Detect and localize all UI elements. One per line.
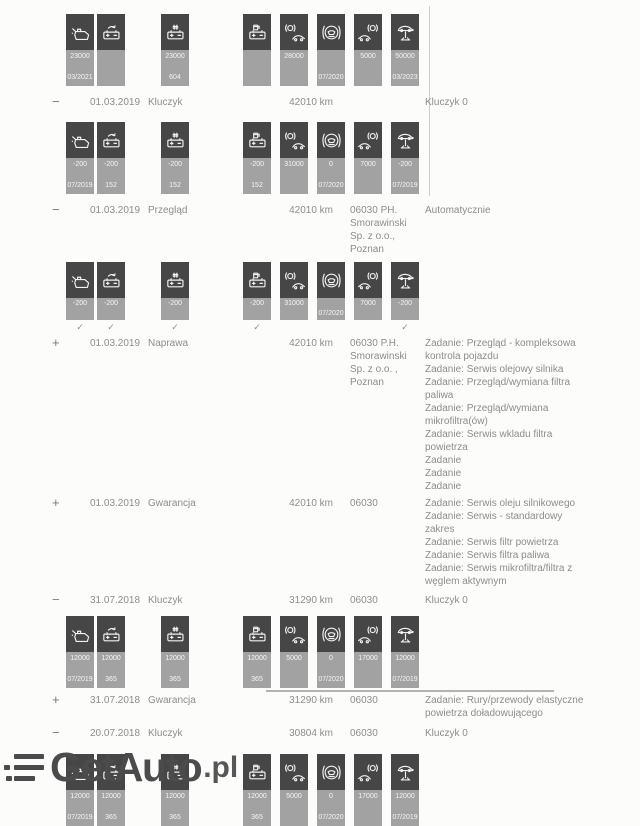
tile-value — [243, 53, 271, 61]
watermark-suffix: .pl — [203, 750, 239, 784]
tile-date: 365 — [169, 814, 181, 821]
service-indicator-strip — [0, 616, 419, 688]
tile-date — [97, 74, 125, 82]
tile-date — [354, 814, 382, 822]
checkmark-icon: ✓ — [253, 322, 261, 332]
service-tile — [354, 262, 382, 335]
tile-date: 365 — [169, 676, 181, 683]
service-tile — [97, 122, 125, 194]
brake-pads-front-icon — [280, 616, 308, 652]
service-tile — [354, 14, 382, 86]
tile-date: 03/2021 — [67, 74, 93, 81]
service-tile — [161, 14, 189, 86]
brake-fluid-icon — [317, 262, 345, 298]
dealer-info — [335, 96, 425, 109]
service-tile — [317, 122, 345, 194]
service-tile — [97, 262, 125, 335]
tile-values — [391, 790, 419, 826]
brake-fluid-icon — [317, 754, 345, 790]
tile-value: 17000 — [358, 793, 378, 800]
tile-values — [66, 652, 94, 688]
dealer-info — [335, 204, 425, 256]
tile-value: -200 — [167, 161, 182, 168]
record-mileage: 30804 km — [289, 728, 333, 739]
engine-oil-icon — [66, 262, 94, 298]
service-tile — [280, 14, 308, 86]
tile-value: -200 — [249, 300, 264, 307]
tile-value: 12000 — [165, 793, 185, 800]
dealer-info — [335, 594, 425, 607]
note-line: Zadanie: Serwis filtr powietrza — [425, 537, 559, 548]
record-date: 20.07.2018 — [90, 728, 141, 739]
dealer-info — [335, 497, 425, 588]
service-record-row — [0, 497, 640, 588]
tile-date — [354, 676, 382, 684]
fuel-filter-icon — [243, 262, 271, 298]
brake-fluid-icon — [317, 14, 345, 50]
record-mileage: 31290 km — [289, 695, 333, 706]
tile-value: -200 — [397, 300, 412, 307]
tile-date — [243, 310, 271, 318]
brake-fluid-icon — [317, 122, 345, 158]
record-date: 01.03.2019 — [90, 498, 141, 509]
tile-value: 0 — [329, 793, 333, 800]
tile-date: 152 — [169, 182, 181, 189]
tile-value: 5000 — [286, 655, 302, 662]
tile-values — [280, 790, 308, 826]
tile-values — [66, 50, 94, 86]
tile-value: 12000 — [395, 793, 415, 800]
tile-date: 07/2019 — [392, 182, 418, 189]
tile-date: 604 — [169, 74, 181, 81]
tile-value: -200 — [103, 300, 118, 307]
note-line: Zadanie: Przegląd/wymiana filtra paliwa — [425, 377, 571, 401]
tile-values — [317, 298, 345, 320]
dealer-line: 06030 — [350, 728, 378, 739]
vehicle-lift-icon — [391, 616, 419, 652]
tile-date — [280, 182, 308, 190]
service-tile — [354, 616, 382, 688]
tile-values — [243, 158, 271, 194]
service-tile — [243, 262, 271, 335]
tile-values — [317, 50, 345, 86]
tile-values — [161, 652, 189, 688]
record-notes — [425, 594, 585, 607]
tile-values — [317, 790, 345, 826]
tile-value — [97, 53, 125, 61]
note-line: Kluczyk 0 — [425, 595, 468, 606]
tile-values — [280, 158, 308, 194]
brake-pads-rear-icon — [354, 262, 382, 298]
record-date: 01.03.2019 — [90, 205, 141, 216]
dealer-line: 06030 P.H. — [350, 338, 399, 349]
service-record-row — [0, 727, 640, 740]
dealer-line: Smorawinski — [350, 351, 407, 362]
tile-date — [280, 74, 308, 82]
record-mileage: 42010 km — [289, 498, 333, 509]
tile-date: 365 — [105, 814, 117, 821]
tile-date: 07/2019 — [67, 676, 93, 683]
battery-arrow-icon — [97, 262, 125, 298]
tile-values — [391, 298, 419, 320]
dealer-line: Poznan — [350, 377, 384, 388]
service-record-row — [0, 96, 640, 109]
note-line: Zadanie: Przegląd - kompleksowa kontrola pojazdu — [425, 338, 576, 362]
tile-value: -200 — [72, 161, 87, 168]
tile-value: 12000 — [247, 793, 267, 800]
tile-date: 152 — [105, 182, 117, 189]
brake-pads-front-icon — [280, 122, 308, 158]
getauto-logo-icon — [2, 751, 50, 785]
tile-date: 365 — [105, 676, 117, 683]
tile-value: 28000 — [284, 53, 304, 60]
expand-toggle[interactable]: − — [52, 592, 60, 607]
vehicle-lift-icon — [391, 122, 419, 158]
note-line: Zadanie: Rury/przewody elastyczne powietrza doładowującego — [425, 695, 584, 719]
tile-values — [97, 298, 125, 320]
tile-values — [354, 298, 382, 320]
vehicle-lift-icon — [391, 262, 419, 298]
dealer-line: Smorawinski — [350, 218, 407, 229]
tile-value: 5000 — [286, 793, 302, 800]
tile-date — [243, 74, 271, 82]
record-type: Kluczyk — [148, 728, 183, 739]
tile-values — [280, 652, 308, 688]
tile-values — [66, 790, 94, 826]
dealer-line: 06030 — [350, 498, 378, 509]
vehicle-lift-icon — [391, 754, 419, 790]
tile-values — [161, 50, 189, 86]
tile-values — [317, 652, 345, 688]
note-line: Kluczyk 0 — [425, 97, 468, 108]
service-tile — [66, 262, 94, 335]
service-tile — [280, 754, 308, 826]
service-tile — [317, 14, 345, 86]
service-tile — [391, 122, 419, 194]
tile-values — [243, 50, 271, 86]
service-tile — [280, 262, 308, 335]
tile-values — [97, 790, 125, 826]
tile-date: 07/2019 — [392, 814, 418, 821]
tile-value — [317, 53, 345, 61]
service-tile — [391, 754, 419, 826]
record-type: Gwarancja — [148, 695, 196, 706]
tile-date: 07/2020 — [318, 310, 344, 317]
service-tile — [354, 122, 382, 194]
service-tile — [66, 122, 94, 194]
tile-date — [280, 310, 308, 318]
service-tile — [317, 616, 345, 688]
service-tile — [243, 122, 271, 194]
service-tile — [354, 754, 382, 826]
service-tile — [97, 616, 125, 688]
dealer-info — [335, 337, 425, 493]
tile-date — [97, 310, 125, 318]
fuel-filter-icon — [243, 14, 271, 50]
brake-pads-rear-icon — [354, 754, 382, 790]
tile-value: 31000 — [284, 161, 304, 168]
tile-value: 7000 — [360, 161, 376, 168]
tile-date: 365 — [251, 676, 263, 683]
expand-toggle[interactable]: + — [52, 495, 60, 510]
expand-toggle[interactable]: − — [52, 202, 60, 217]
record-notes — [425, 497, 585, 588]
dealer-line: 06030 — [350, 695, 378, 706]
tile-value — [317, 300, 345, 308]
tile-value: 12000 — [101, 655, 121, 662]
tile-value: 31000 — [284, 300, 304, 307]
tile-value: 5000 — [360, 53, 376, 60]
record-mileage: 42010 km — [289, 205, 333, 216]
service-tile — [317, 262, 345, 335]
tile-values — [280, 50, 308, 86]
tile-value: 12000 — [247, 655, 267, 662]
engine-oil-icon — [66, 616, 94, 652]
tile-value: 12000 — [165, 655, 185, 662]
tile-date: 07/2019 — [67, 182, 93, 189]
service-tile — [280, 616, 308, 688]
tile-value: 23000 — [70, 53, 90, 60]
tile-date — [391, 310, 419, 318]
tile-value: -200 — [103, 161, 118, 168]
tile-date: 07/2020 — [318, 182, 344, 189]
record-type: Naprawa — [148, 338, 189, 349]
service-record-row — [0, 337, 640, 493]
tile-date — [354, 74, 382, 82]
record-mileage: 42010 km — [289, 338, 333, 349]
service-tile — [243, 754, 271, 826]
dealer-line: Sp. z o.o., — [350, 231, 396, 242]
tile-value: -200 — [249, 161, 264, 168]
record-date: 31.07.2018 — [90, 695, 141, 706]
tile-value: -200 — [397, 161, 412, 168]
tile-value: 50000 — [395, 53, 415, 60]
engine-oil-icon — [66, 122, 94, 158]
dealer-line: 06030 PH. — [350, 205, 398, 216]
record-notes — [425, 337, 585, 493]
service-tile — [161, 616, 189, 688]
dealer-line: Sp. z o.o. , — [350, 364, 398, 375]
note-line: Zadanie: Serwis wkladu filtra powietrza — [425, 429, 553, 453]
service-tile — [66, 14, 94, 86]
service-tile — [66, 616, 94, 688]
tile-date — [66, 310, 94, 318]
expand-toggle[interactable]: + — [52, 335, 60, 350]
tile-values — [243, 652, 271, 688]
record-date: 01.03.2019 — [90, 338, 141, 349]
record-date: 01.03.2019 — [90, 97, 141, 108]
dealer-line: 06030 — [350, 595, 378, 606]
record-notes — [425, 727, 585, 740]
tile-values — [161, 158, 189, 194]
tile-values — [66, 298, 94, 320]
tile-date: 07/2020 — [318, 676, 344, 683]
record-notes — [425, 204, 585, 256]
checkmark-icon: ✓ — [107, 322, 115, 332]
service-indicator-strip — [0, 262, 419, 335]
tile-date — [161, 310, 189, 318]
tile-values — [66, 158, 94, 194]
checkmark-icon: ✓ — [401, 322, 409, 332]
tile-values — [161, 790, 189, 826]
note-line: Zadanie — [425, 468, 462, 479]
expand-toggle[interactable]: + — [52, 692, 60, 707]
battery-arrow-icon — [97, 122, 125, 158]
fuel-filter-icon — [243, 754, 271, 790]
record-mileage: 31290 km — [289, 595, 333, 606]
tile-value: -200 — [167, 300, 182, 307]
service-tile — [391, 262, 419, 335]
brake-pads-rear-icon — [354, 122, 382, 158]
tile-values — [354, 652, 382, 688]
note-line: Zadanie — [425, 481, 462, 492]
tile-date: 152 — [251, 182, 263, 189]
note-line: Zadanie: Serwis filtra paliwa — [425, 550, 550, 561]
service-indicator-strip — [0, 122, 419, 194]
tile-values — [354, 158, 382, 194]
tile-date — [354, 182, 382, 190]
tile-value: 17000 — [358, 655, 378, 662]
tile-values — [161, 298, 189, 320]
tile-values — [280, 298, 308, 320]
battery-hash-icon — [161, 122, 189, 158]
service-tile — [280, 122, 308, 194]
service-record-row — [0, 694, 640, 720]
tile-value: 12000 — [395, 655, 415, 662]
tile-value: 12000 — [70, 655, 90, 662]
tile-value: -200 — [72, 300, 87, 307]
record-type: Przegląd — [148, 205, 188, 216]
note-line: Zadanie: Serwis - standardowy zakres — [425, 511, 563, 535]
tile-values — [97, 50, 125, 86]
tile-value: 12000 — [70, 793, 90, 800]
service-record-row — [0, 594, 640, 607]
note-line: Zadanie — [425, 455, 462, 466]
service-tile — [97, 14, 125, 86]
note-line: Automatycznie — [425, 205, 491, 216]
service-tile — [391, 14, 419, 86]
battery-hash-icon — [161, 14, 189, 50]
record-date: 31.07.2018 — [90, 595, 141, 606]
brake-pads-rear-icon — [354, 616, 382, 652]
vehicle-lift-icon — [391, 14, 419, 50]
battery-hash-icon — [161, 616, 189, 652]
battery-arrow-icon — [97, 616, 125, 652]
service-tile — [391, 616, 419, 688]
note-line: Zadanie: Przegląd/wymiana mikrofiltra(ów) — [425, 403, 549, 427]
service-indicator-strip — [0, 14, 419, 86]
record-mileage: 42010 km — [289, 97, 333, 108]
tile-values — [391, 158, 419, 194]
note-line: Kluczyk 0 — [425, 728, 468, 739]
tile-date: 03/2023 — [392, 74, 418, 81]
fuel-filter-icon — [243, 122, 271, 158]
tile-date — [354, 310, 382, 318]
record-type: Kluczyk — [148, 97, 183, 108]
battery-arrow-icon — [97, 14, 125, 50]
dealer-line: Poznan — [350, 244, 384, 255]
tile-values — [243, 298, 271, 320]
tile-values — [391, 50, 419, 86]
note-line: Zadanie: Serwis oleju silnikowego — [425, 498, 576, 509]
brake-pads-front-icon — [280, 262, 308, 298]
battery-hash-icon — [161, 262, 189, 298]
tile-values — [354, 50, 382, 86]
note-line: Zadanie: Serwis olejowy silnika — [425, 364, 564, 375]
engine-oil-icon — [66, 14, 94, 50]
service-tile — [243, 616, 271, 688]
service-tile — [161, 122, 189, 194]
scan-artifact-horizontal-line — [266, 690, 554, 692]
tile-date: 07/2020 — [318, 74, 344, 81]
fuel-filter-icon — [243, 616, 271, 652]
tile-values — [97, 652, 125, 688]
tile-date — [280, 814, 308, 822]
brake-pads-front-icon — [280, 14, 308, 50]
tile-value: 0 — [329, 161, 333, 168]
expand-toggle[interactable]: − — [52, 94, 60, 109]
brake-pads-front-icon — [280, 754, 308, 790]
record-type: Kluczyk — [148, 595, 183, 606]
service-tile — [161, 262, 189, 335]
expand-toggle[interactable]: − — [52, 725, 60, 740]
watermark-text: GetAuto — [50, 744, 202, 790]
getauto-watermark — [2, 744, 238, 791]
tile-values — [354, 790, 382, 826]
tile-values — [391, 652, 419, 688]
tile-value: 12000 — [101, 793, 121, 800]
brake-fluid-icon — [317, 616, 345, 652]
record-notes — [425, 96, 585, 109]
record-notes — [425, 694, 585, 720]
service-tile — [243, 14, 271, 86]
tile-date: 07/2019 — [392, 676, 418, 683]
dealer-info — [335, 727, 425, 740]
tile-value: 0 — [329, 655, 333, 662]
tile-date: 365 — [251, 814, 263, 821]
tile-date — [280, 676, 308, 684]
checkmark-icon: ✓ — [76, 322, 84, 332]
tile-value: 23000 — [165, 53, 185, 60]
record-type: Gwarancja — [148, 498, 196, 509]
dealer-info — [335, 694, 425, 720]
tile-date: 07/2019 — [67, 814, 93, 821]
checkmark-icon: ✓ — [171, 322, 179, 332]
tile-values — [243, 790, 271, 826]
tile-values — [317, 158, 345, 194]
note-line: Zadanie: Serwis mikrofiltra/filtra z węglem aktywnym — [425, 563, 573, 587]
tile-value: 7000 — [360, 300, 376, 307]
service-tile — [317, 754, 345, 826]
service-record-row — [0, 204, 640, 256]
brake-pads-rear-icon — [354, 14, 382, 50]
tile-date: 07/2020 — [318, 814, 344, 821]
tile-values — [97, 158, 125, 194]
